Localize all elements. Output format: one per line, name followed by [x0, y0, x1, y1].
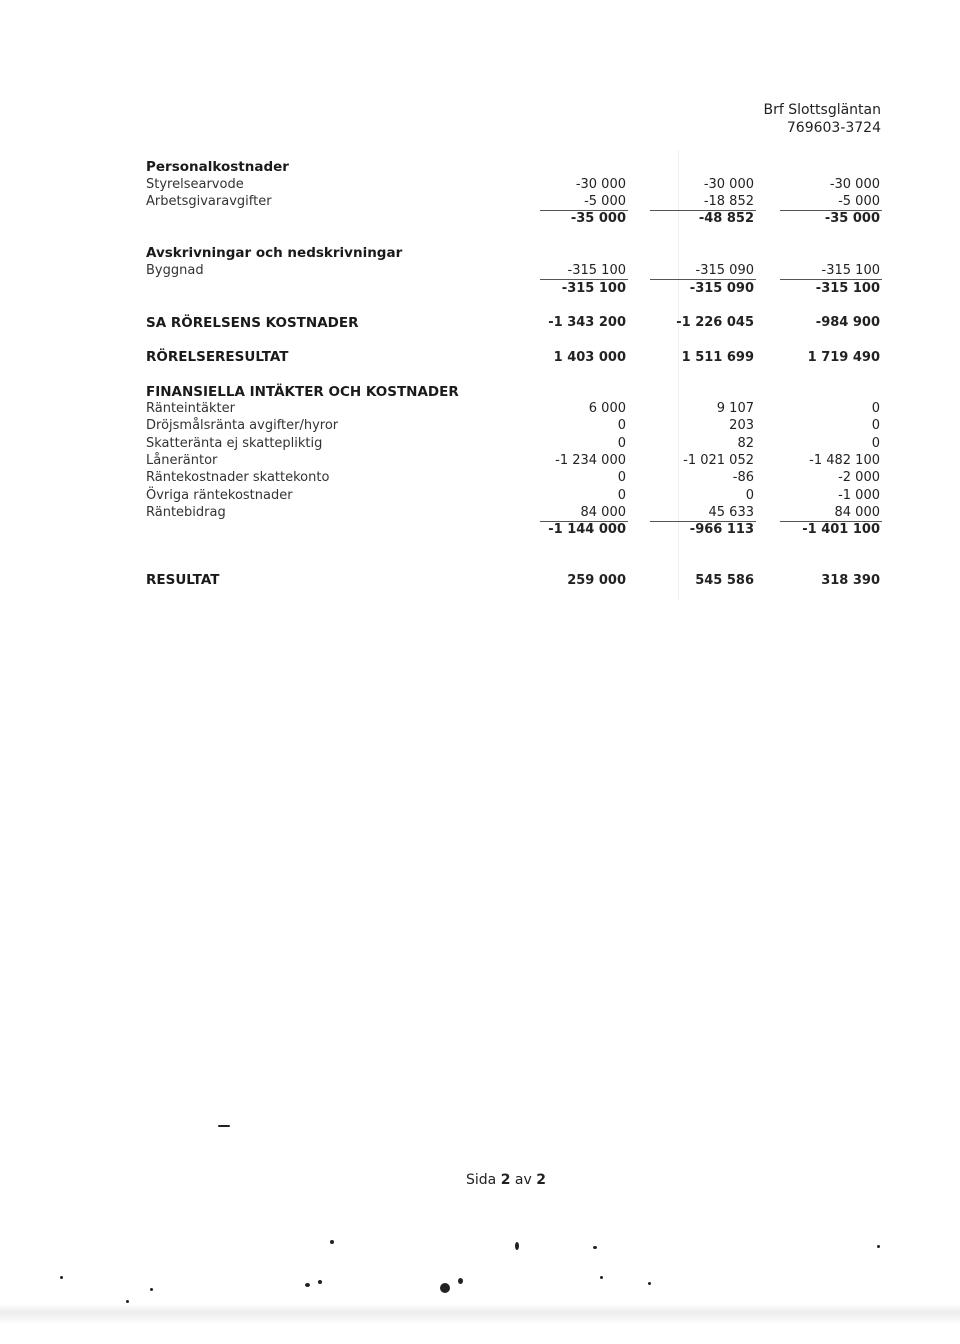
org-number: 769603-3724: [786, 120, 881, 136]
cell-value: -1 482 100: [809, 453, 880, 468]
section-title-avskrivningar: Avskrivningar och nedskrivningar: [146, 245, 403, 261]
cell-value: 0: [617, 470, 626, 485]
total-value: -1 343 200: [548, 315, 626, 330]
cell-value: -1 234 000: [555, 453, 626, 468]
scan-speck: [318, 1280, 322, 1284]
subtotal-value: -315 090: [689, 281, 754, 296]
cell-value: 0: [871, 418, 880, 433]
scan-speck: [600, 1276, 603, 1279]
row-label: Skatteränta ej skattepliktig: [146, 436, 323, 451]
subtotal-value: -315 100: [561, 281, 626, 296]
cell-value: 203: [729, 418, 754, 433]
scan-artifact-line: [678, 150, 679, 600]
scan-speck: [515, 1242, 519, 1250]
cell-value: 0: [617, 436, 626, 451]
total-value: -1 226 045: [676, 315, 754, 330]
row-label: Räntekostnader skattekonto: [146, 470, 330, 485]
scan-speck: [458, 1278, 463, 1284]
cell-value: 0: [617, 418, 626, 433]
cell-value: -30 000: [829, 177, 880, 192]
subtotal-value: -48 852: [698, 211, 754, 226]
scan-speck: [648, 1282, 651, 1285]
cell-value: -315 100: [821, 263, 880, 278]
subtotal-value: -1 401 100: [802, 522, 880, 537]
cell-value: -1 021 052: [683, 453, 754, 468]
cell-value: 0: [745, 488, 754, 503]
scan-speck: [305, 1283, 310, 1287]
cell-value: 84 000: [834, 505, 880, 520]
row-label: Dröjsmålsränta avgifter/hyror: [146, 418, 339, 433]
scan-speck: [593, 1246, 597, 1249]
footer-sida: Sida: [466, 1172, 497, 1188]
total-value: 318 390: [821, 573, 880, 588]
total-value: 1 511 699: [681, 350, 754, 365]
page-footer: [0, 1172, 960, 1188]
total-value: -984 900: [815, 315, 880, 330]
cell-value: -18 852: [703, 194, 754, 209]
cell-value: 9 107: [716, 401, 754, 416]
cell-value: -30 000: [575, 177, 626, 192]
sum-rule: [650, 279, 756, 280]
sa-rorelsens-kostnader-label: SA RÖRELSENS KOSTNADER: [146, 315, 359, 331]
scan-speck: [440, 1283, 450, 1293]
total-value: 1 403 000: [553, 350, 626, 365]
scan-speck: [330, 1240, 334, 1244]
section-title-finansiella: FINANSIELLA INTÄKTER OCH KOSTNADER: [146, 384, 459, 400]
row-label: Ränteintäkter: [146, 401, 235, 416]
cell-value: -2 000: [838, 470, 880, 485]
scan-edge-artifact: [0, 1304, 960, 1324]
cell-value: -1 000: [838, 488, 880, 503]
sum-rule: [780, 279, 882, 280]
scan-speck: [877, 1245, 880, 1248]
scan-speck: [60, 1276, 63, 1279]
row-label: Övriga räntekostnader: [146, 488, 293, 503]
cell-value: 84 000: [580, 505, 626, 520]
cell-value: 0: [617, 488, 626, 503]
scan-speck: [126, 1300, 129, 1303]
row-label: Styrelsearvode: [146, 177, 244, 192]
cell-value: 45 633: [708, 505, 754, 520]
row-label: Räntebidrag: [146, 505, 226, 520]
cell-value: -315 090: [695, 263, 754, 278]
cell-value: -5 000: [838, 194, 880, 209]
cell-value: 82: [737, 436, 754, 451]
subtotal-value: -1 144 000: [548, 522, 626, 537]
total-value: 259 000: [567, 573, 626, 588]
total-value: 1 719 490: [807, 350, 880, 365]
subtotal-value: -966 113: [689, 522, 754, 537]
subtotal-value: -35 000: [824, 211, 880, 226]
cell-value: 0: [871, 436, 880, 451]
total-value: 545 586: [695, 573, 754, 588]
resultat-label: RESULTAT: [146, 572, 220, 588]
footer-av: av: [514, 1172, 532, 1188]
footer-page: 2: [500, 1172, 511, 1188]
sum-rule: [540, 279, 628, 280]
rorelseresultat-label: RÖRELSERESULTAT: [146, 349, 289, 365]
cell-value: -30 000: [703, 177, 754, 192]
cell-value: 0: [871, 401, 880, 416]
cell-value: 6 000: [588, 401, 626, 416]
cell-value: -86: [732, 470, 754, 485]
scan-speck: [218, 1125, 230, 1127]
footer-total: 2: [536, 1172, 546, 1188]
cell-value: -315 100: [567, 263, 626, 278]
subtotal-value: -35 000: [570, 211, 626, 226]
org-name: Brf Slottsgläntan: [763, 102, 881, 118]
row-label: Arbetsgivaravgifter: [146, 194, 272, 209]
row-label: Låneräntor: [146, 453, 218, 468]
row-label: Byggnad: [146, 263, 204, 278]
section-title-personal: Personalkostnader: [146, 159, 289, 175]
subtotal-value: -315 100: [815, 281, 880, 296]
scan-speck: [150, 1288, 153, 1291]
cell-value: -5 000: [584, 194, 626, 209]
